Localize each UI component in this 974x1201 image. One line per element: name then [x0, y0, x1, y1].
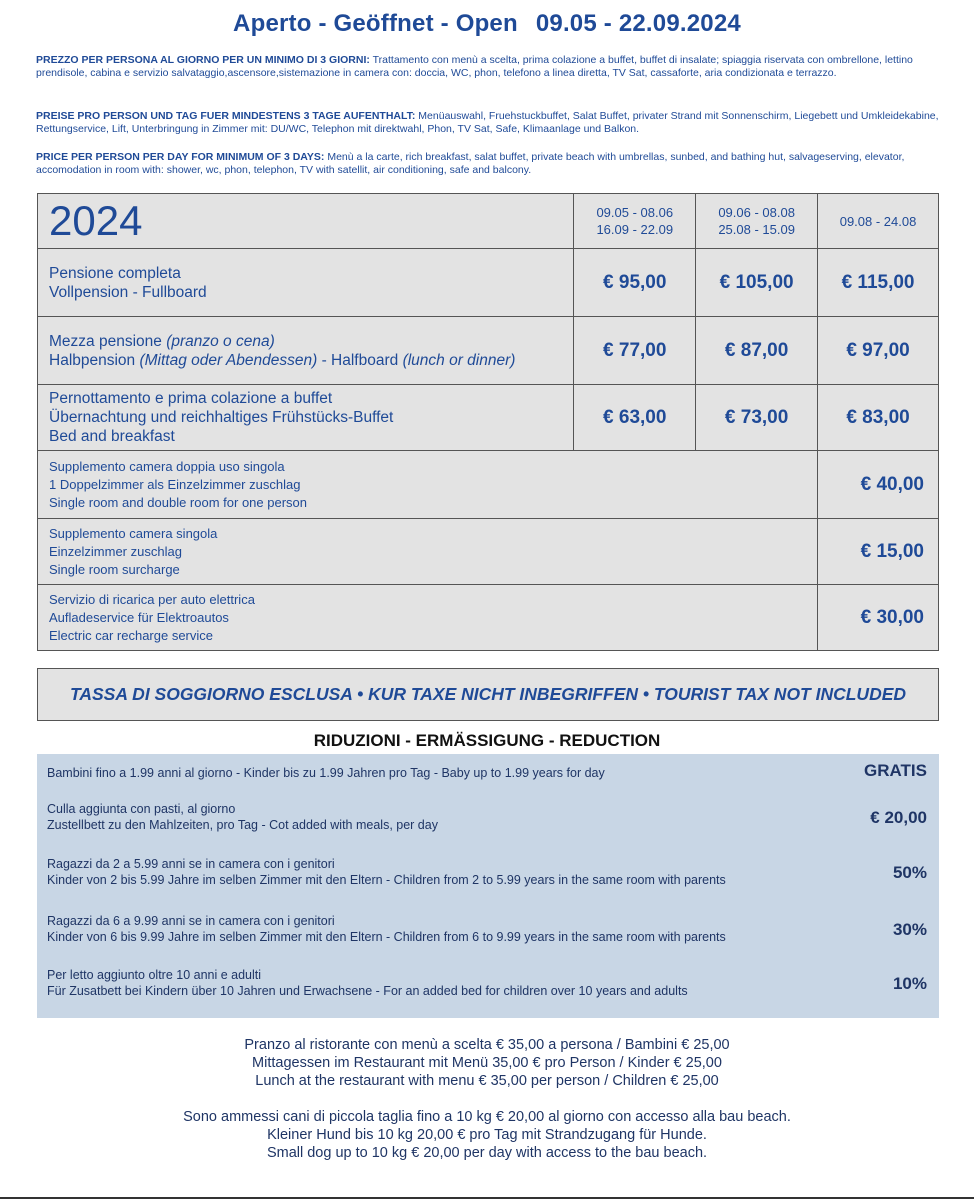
reduction-children-2-5-text-1: Ragazzi da 2 a 5.99 anni se in camera con i genitori [47, 857, 335, 871]
supp-single-de: Einzelzimmer zuschlag [49, 543, 182, 559]
tourist-tax-notice: TASSA DI SOGGIORNO ESCLUSA • KUR TAXE NICHT INBEGRIFFEN • TOURIST TAX NOT INCLUDED [37, 668, 939, 721]
reduction-item-cot [47, 801, 929, 837]
fullboard-label-de-en: Vollpension - Fullboard [49, 283, 207, 301]
bnb-label-en: Bed and breakfast [49, 428, 175, 445]
period-1 [574, 194, 696, 249]
reduction-children-2-5-text-2: Kinder von 2 bis 5.99 Jahre im selben Zimmer mit den Eltern - Children from 2 to 5.99 years in the same room with parents [47, 873, 726, 887]
bnb-label-de: Übernachtung und reichhaltiges Frühstücks-Buffet [49, 409, 394, 426]
intro-italian [36, 54, 940, 80]
period-1-line1: 09.05 - 08.06 [596, 205, 674, 220]
period-2 [696, 194, 818, 249]
reduction-extra-bed-value: 10% [892, 974, 927, 993]
page-title [0, 10, 974, 38]
bnb-label-it: Pernottamento e prima colazione a buffet [49, 390, 333, 407]
supp-double-single-label [38, 451, 818, 519]
ev-charging-en: Electric car recharge service [49, 627, 213, 643]
period-3 [818, 194, 939, 249]
table-row-ev-charging [38, 585, 939, 651]
supp-single-price: € 15,00 [818, 519, 939, 585]
supp-double-single-de: 1 Doppelzimmer als Einzelzimmer zuschlag [49, 476, 301, 492]
lunch-info [0, 1036, 974, 1090]
reduction-children-6-9-text-2: Kinder von 6 bis 9.99 Jahre im selben Zimmer mit den Eltern - Children from 6 to 9.99 years in the same room with parents [47, 930, 726, 944]
fullboard-price-2: € 105,00 [696, 249, 818, 317]
dog-info-de: Kleiner Hund bis 10 kg 20,00 € pro Tag mit Strandzugang für Hunde. [267, 1127, 707, 1143]
supp-single-it: Supplemento camera singola [49, 525, 218, 541]
halfboard-price-2: € 87,00 [696, 317, 818, 385]
intro-german [36, 110, 940, 136]
supp-double-single-en: Single room and double room for one person [49, 494, 307, 510]
reduction-baby-text: Bambini fino a 1.99 anni al giorno - Kinder bis zu 1.99 Jahren pro Tag - Baby up to 1.99 years for day [47, 766, 605, 780]
reduction-item-baby [47, 761, 929, 789]
reduction-extra-bed-text-1: Per letto aggiunto oltre 10 anni e adulti [47, 968, 262, 982]
intro-german-text: Menüauswahl, Fruehstuckbuffet, Salat Buffet, privater Strand mit Sonnenschirm, Liegebett und Umkleidekabine, Rettungservice, Lift, Unterbringung in Zimmer mit: DU/WC, Telephon mit direktwahl, Phon, TV Sat, Safe, Klimaanlage und Balkon. [36, 110, 939, 135]
dog-info [0, 1108, 974, 1162]
reduction-cot-text-1: Culla aggiunta con pasti, al giorno [47, 802, 236, 816]
supp-double-single-it: Supplemento camera doppia uso singola [49, 458, 285, 474]
period-3-line1: 09.08 - 24.08 [839, 213, 917, 229]
intro-english-lead: PRICE PER PERSON PER DAY FOR MINIMUM OF 3 DAYS: [36, 151, 325, 163]
halfboard-label-it [49, 332, 573, 351]
year-label: 2024 [38, 194, 574, 249]
reduction-baby-value: GRATIS [864, 761, 927, 780]
title-text: Aperto - Geöffnet - Open [233, 10, 518, 37]
halfboard-en-note: (lunch or dinner) [402, 351, 516, 369]
reductions-box [37, 754, 939, 1018]
bottom-divider [0, 1197, 974, 1199]
supp-double-single-price: € 40,00 [818, 451, 939, 519]
reduction-extra-bed-text-2: Für Zusatbett bei Kindern über 10 Jahren und Erwachsene - For an added bed for children over 10 years and adults [47, 984, 688, 998]
halfboard-en-main: - Halfboard [317, 351, 403, 369]
fullboard-price-3: € 115,00 [818, 249, 939, 317]
halfboard-price-1: € 77,00 [574, 317, 696, 385]
bnb-label [38, 385, 574, 451]
lunch-info-en: Lunch at the restaurant with menu € 35,00 per person / Children € 25,00 [255, 1073, 719, 1089]
reduction-item-children-2-5 [47, 856, 929, 892]
intro-italian-lead: PREZZO PER PERSONA AL GIORNO PER UN MINIMO DI 3 GIORNI: [36, 54, 370, 66]
lunch-info-it: Pranzo al ristorante con menù a scelta € 35,00 a persona / Bambini € 25,00 [244, 1037, 730, 1053]
supp-single-en: Single room surcharge [49, 561, 180, 577]
reductions-title: RIDUZIONI - ERMÄSSIGUNG - REDUCTION [313, 731, 661, 750]
bnb-price-3: € 83,00 [818, 385, 939, 451]
bnb-price-2: € 73,00 [696, 385, 818, 451]
intro-italian-text: Trattamento con menù a scelta, prima colazione a buffet, buffet di insalate; spiaggia riservata con ombrellone, lettino prendisole, cabina e servizio salvataggio,ascensore,sistemazione in camera con: doccia, WC, phon, telefono a linea diretta, TV Sat, cassaforte, aria condizionata e terrazzo. [36, 54, 913, 79]
dog-info-it: Sono ammessi cani di piccola taglia fino a 10 kg € 20,00 al giorno con accesso alla bau beach. [183, 1109, 791, 1125]
table-row-supplement-double-single [38, 451, 939, 519]
ev-charging-label [38, 585, 818, 651]
fullboard-price-1: € 95,00 [574, 249, 696, 317]
bnb-price-1: € 63,00 [574, 385, 696, 451]
fullboard-label-it: Pensione completa [49, 264, 181, 282]
ev-charging-it: Servizio di ricarica per auto elettrica [49, 591, 255, 607]
ev-charging-de: Aufladeservice für Elektroautos [49, 609, 229, 625]
halfboard-it-note: (pranzo o cena) [166, 332, 275, 350]
table-row-halfboard [38, 317, 939, 385]
reduction-children-6-9-value: 30% [892, 920, 927, 939]
price-table [37, 193, 939, 651]
reduction-cot-text-2: Zustellbett zu den Mahlzeiten, pro Tag - Cot added with meals, per day [47, 818, 438, 832]
period-2-line2: 25.08 - 15.09 [718, 222, 795, 237]
table-row-fullboard [38, 249, 939, 317]
season-dates: 09.05 - 22.09.2024 [535, 10, 741, 37]
table-row-supplement-single [38, 519, 939, 585]
reduction-item-children-6-9 [47, 913, 929, 949]
period-2-line1: 09.06 - 08.08 [718, 205, 795, 220]
halfboard-price-3: € 97,00 [818, 317, 939, 385]
period-1-line2: 16.09 - 22.09 [596, 222, 674, 237]
dog-info-en: Small dog up to 10 kg € 20,00 per day with access to the bau beach. [266, 1145, 708, 1161]
halfboard-de-main: Halbpension [49, 351, 140, 369]
reduction-children-2-5-value: 50% [892, 863, 927, 882]
intro-english-text: Menù a la carte, rich breakfast, salat buffet, private beach with umbrellas, sunbed, and bathing hut, salvageserving, elevator, accomodation in room with: shower, wc, phon, telephon, TV with satellit, air conditioning, safe and balcony. [36, 151, 905, 176]
reduction-children-6-9-text-1: Ragazzi da 6 a 9.99 anni se in camera con i genitori [47, 914, 335, 928]
halfboard-de-note: (Mittag oder Abendessen) [139, 351, 318, 369]
ev-charging-price: € 30,00 [818, 585, 939, 651]
supp-single-label [38, 519, 818, 585]
table-row-bnb [38, 385, 939, 451]
halfboard-label [38, 317, 574, 385]
reduction-cot-value: € 20,00 [870, 808, 927, 827]
reduction-item-extra-bed [47, 967, 929, 1003]
fullboard-label [38, 249, 574, 317]
price-table-header [38, 194, 939, 249]
intro-german-lead: PREISE PRO PERSON UND TAG FUER MINDESTENS 3 TAGE AUFENTHALT: [36, 110, 416, 122]
intro-english [36, 151, 940, 177]
lunch-info-de: Mittagessen im Restaurant mit Menü 35,00 € pro Person / Kinder € 25,00 [252, 1055, 722, 1071]
halfboard-it-main: Mezza pensione [49, 332, 167, 350]
halfboard-label-de-en [49, 351, 573, 370]
